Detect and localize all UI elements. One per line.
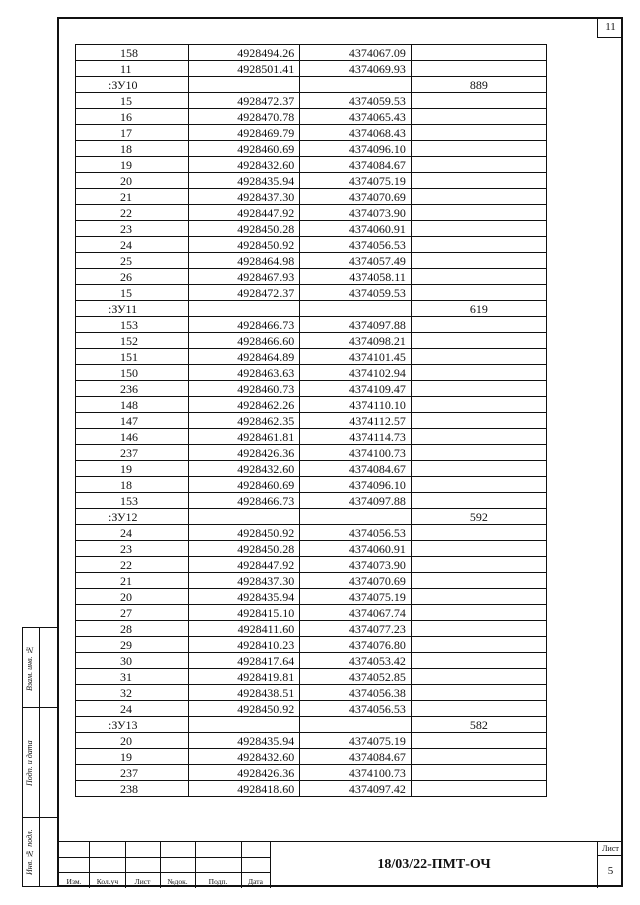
y-coordinate-cell: 4374053.42 bbox=[300, 653, 412, 669]
y-coordinate-cell: 4374056.53 bbox=[300, 237, 412, 253]
table-row bbox=[76, 461, 547, 477]
x-coordinate-cell: 4928435.94 bbox=[188, 733, 300, 749]
point-number-cell: 20 bbox=[76, 173, 189, 189]
y-coordinate-cell: 4374097.42 bbox=[300, 781, 412, 797]
table-row bbox=[76, 525, 547, 541]
area-cell bbox=[411, 573, 546, 589]
x-coordinate-cell: 4928470.78 bbox=[188, 109, 300, 125]
x-coordinate-cell: 4928435.94 bbox=[188, 173, 300, 189]
x-coordinate-cell: 4928462.26 bbox=[188, 397, 300, 413]
table-row bbox=[76, 541, 547, 557]
x-coordinate-cell: 4928472.37 bbox=[188, 285, 300, 301]
point-number-cell: 19 bbox=[76, 461, 189, 477]
area-cell bbox=[411, 189, 546, 205]
x-coordinate-cell: 4928466.73 bbox=[188, 317, 300, 333]
x-coordinate-cell: 4928438.51 bbox=[188, 685, 300, 701]
table-row bbox=[76, 589, 547, 605]
table-row bbox=[76, 445, 547, 461]
area-cell bbox=[411, 605, 546, 621]
x-coordinate-cell bbox=[188, 509, 300, 525]
y-coordinate-cell: 4374101.45 bbox=[300, 349, 412, 365]
parcel-header-row bbox=[76, 77, 547, 93]
x-coordinate-cell: 4928418.60 bbox=[188, 781, 300, 797]
x-coordinate-cell: 4928460.69 bbox=[188, 477, 300, 493]
y-coordinate-cell: 4374097.88 bbox=[300, 317, 412, 333]
point-number-cell: 152 bbox=[76, 333, 189, 349]
coordinates-table-body bbox=[76, 45, 547, 797]
point-number-cell: 237 bbox=[76, 445, 189, 461]
table-row bbox=[76, 221, 547, 237]
y-coordinate-cell: 4374096.10 bbox=[300, 477, 412, 493]
area-cell bbox=[411, 445, 546, 461]
y-coordinate-cell: 4374114.73 bbox=[300, 429, 412, 445]
area-cell bbox=[411, 685, 546, 701]
y-coordinate-cell: 4374098.21 bbox=[300, 333, 412, 349]
y-coordinate-cell: 4374100.73 bbox=[300, 445, 412, 461]
area-cell bbox=[411, 317, 546, 333]
x-coordinate-cell: 4928450.92 bbox=[188, 525, 300, 541]
y-coordinate-cell: 4374070.69 bbox=[300, 189, 412, 205]
y-coordinate-cell bbox=[300, 301, 412, 317]
area-cell bbox=[411, 701, 546, 717]
side-row-podp bbox=[23, 708, 57, 818]
area-cell bbox=[411, 749, 546, 765]
y-coordinate-cell: 4374112.57 bbox=[300, 413, 412, 429]
table-row bbox=[76, 685, 547, 701]
page-number: 11 bbox=[597, 17, 623, 38]
stamp-label-podp: Подп. bbox=[208, 877, 228, 886]
point-number-cell: :ЗУ13 bbox=[76, 717, 189, 733]
area-cell bbox=[411, 381, 546, 397]
point-number-cell: 21 bbox=[76, 573, 189, 589]
point-number-cell: 19 bbox=[76, 749, 189, 765]
y-coordinate-cell: 4374084.67 bbox=[300, 749, 412, 765]
table-row bbox=[76, 333, 547, 349]
x-coordinate-cell: 4928460.69 bbox=[188, 141, 300, 157]
title-block-grid bbox=[57, 842, 270, 888]
point-number-cell: 24 bbox=[76, 237, 189, 253]
x-coordinate-cell: 4928464.98 bbox=[188, 253, 300, 269]
y-coordinate-cell: 4374109.47 bbox=[300, 381, 412, 397]
table-row bbox=[76, 349, 547, 365]
table-row bbox=[76, 45, 547, 61]
x-coordinate-cell: 4928432.60 bbox=[188, 157, 300, 173]
area-cell: 889 bbox=[411, 77, 546, 93]
y-coordinate-cell: 4374100.73 bbox=[300, 765, 412, 781]
x-coordinate-cell: 4928464.89 bbox=[188, 349, 300, 365]
x-coordinate-cell: 4928466.73 bbox=[188, 493, 300, 509]
y-coordinate-cell: 4374060.91 bbox=[300, 221, 412, 237]
area-cell: 582 bbox=[411, 717, 546, 733]
table-row bbox=[76, 493, 547, 509]
x-coordinate-cell: 4928460.73 bbox=[188, 381, 300, 397]
table-row bbox=[76, 285, 547, 301]
table-row bbox=[76, 253, 547, 269]
area-cell bbox=[411, 109, 546, 125]
parcel-header-row bbox=[76, 301, 547, 317]
x-coordinate-cell: 4928462.35 bbox=[188, 413, 300, 429]
y-coordinate-cell: 4374059.53 bbox=[300, 93, 412, 109]
area-cell bbox=[411, 637, 546, 653]
point-number-cell: 237 bbox=[76, 765, 189, 781]
y-coordinate-cell: 4374110.10 bbox=[300, 397, 412, 413]
y-coordinate-cell: 4374097.88 bbox=[300, 493, 412, 509]
point-number-cell: 153 bbox=[76, 317, 189, 333]
stamp-label-list: Лист bbox=[134, 877, 151, 886]
point-number-cell: 147 bbox=[76, 413, 189, 429]
stamp-label-ndok: №док. bbox=[167, 877, 188, 886]
y-coordinate-cell: 4374067.74 bbox=[300, 605, 412, 621]
table-row bbox=[76, 477, 547, 493]
point-number-cell: 20 bbox=[76, 733, 189, 749]
area-cell: 592 bbox=[411, 509, 546, 525]
point-number-cell: 29 bbox=[76, 637, 189, 653]
point-number-cell: 24 bbox=[76, 701, 189, 717]
x-coordinate-cell: 4928432.60 bbox=[188, 461, 300, 477]
y-coordinate-cell: 4374068.43 bbox=[300, 125, 412, 141]
table-row bbox=[76, 109, 547, 125]
area-cell bbox=[411, 157, 546, 173]
point-number-cell: 15 bbox=[76, 93, 189, 109]
point-number-cell: 22 bbox=[76, 557, 189, 573]
y-coordinate-cell: 4374067.09 bbox=[300, 45, 412, 61]
x-coordinate-cell: 4928426.36 bbox=[188, 445, 300, 461]
x-coordinate-cell: 4928461.81 bbox=[188, 429, 300, 445]
table-row bbox=[76, 733, 547, 749]
point-number-cell: 16 bbox=[76, 109, 189, 125]
y-coordinate-cell: 4374075.19 bbox=[300, 173, 412, 189]
area-cell bbox=[411, 253, 546, 269]
y-coordinate-cell: 4374076.80 bbox=[300, 637, 412, 653]
x-coordinate-cell: 4928466.60 bbox=[188, 333, 300, 349]
table-row bbox=[76, 125, 547, 141]
coordinates-table bbox=[75, 44, 547, 797]
table-row bbox=[76, 237, 547, 253]
area-cell bbox=[411, 93, 546, 109]
y-coordinate-cell: 4374060.91 bbox=[300, 541, 412, 557]
point-number-cell: :ЗУ12 bbox=[76, 509, 189, 525]
x-coordinate-cell bbox=[188, 717, 300, 733]
table-row bbox=[76, 669, 547, 685]
area-cell bbox=[411, 525, 546, 541]
point-number-cell: 238 bbox=[76, 781, 189, 797]
y-coordinate-cell: 4374075.19 bbox=[300, 589, 412, 605]
area-cell bbox=[411, 125, 546, 141]
side-stamp bbox=[22, 627, 57, 887]
area-cell bbox=[411, 461, 546, 477]
area-cell bbox=[411, 237, 546, 253]
table-row bbox=[76, 61, 547, 77]
y-coordinate-cell: 4374057.49 bbox=[300, 253, 412, 269]
x-coordinate-cell: 4928411.60 bbox=[188, 621, 300, 637]
stamp-label-izm: Изм. bbox=[66, 877, 82, 886]
parcel-header-row bbox=[76, 717, 547, 733]
table-row bbox=[76, 173, 547, 189]
y-coordinate-cell: 4374069.93 bbox=[300, 61, 412, 77]
x-coordinate-cell: 4928447.92 bbox=[188, 557, 300, 573]
area-cell bbox=[411, 285, 546, 301]
area-cell bbox=[411, 45, 546, 61]
area-cell bbox=[411, 541, 546, 557]
x-coordinate-cell: 4928437.30 bbox=[188, 189, 300, 205]
x-coordinate-cell: 4928426.36 bbox=[188, 765, 300, 781]
area-cell bbox=[411, 653, 546, 669]
point-number-cell: 23 bbox=[76, 541, 189, 557]
area-cell bbox=[411, 61, 546, 77]
point-number-cell: :ЗУ10 bbox=[76, 77, 189, 93]
area-cell bbox=[411, 589, 546, 605]
table-row bbox=[76, 93, 547, 109]
x-coordinate-cell: 4928472.37 bbox=[188, 93, 300, 109]
title-block bbox=[57, 841, 623, 887]
side-row-inv bbox=[23, 818, 57, 887]
area-cell bbox=[411, 397, 546, 413]
x-coordinate-cell: 4928437.30 bbox=[188, 573, 300, 589]
y-coordinate-cell: 4374096.10 bbox=[300, 141, 412, 157]
side-row-vzam bbox=[23, 628, 57, 708]
y-coordinate-cell bbox=[300, 717, 412, 733]
point-number-cell: 236 bbox=[76, 381, 189, 397]
area-cell bbox=[411, 781, 546, 797]
table-row bbox=[76, 605, 547, 621]
y-coordinate-cell: 4374084.67 bbox=[300, 461, 412, 477]
table-row bbox=[76, 653, 547, 669]
table-row bbox=[76, 397, 547, 413]
area-cell bbox=[411, 205, 546, 221]
area-cell bbox=[411, 349, 546, 365]
x-coordinate-cell: 4928432.60 bbox=[188, 749, 300, 765]
y-coordinate-cell: 4374102.94 bbox=[300, 365, 412, 381]
table-row bbox=[76, 781, 547, 797]
point-number-cell: 153 bbox=[76, 493, 189, 509]
point-number-cell: 11 bbox=[76, 61, 189, 77]
y-coordinate-cell: 4374065.43 bbox=[300, 109, 412, 125]
x-coordinate-cell bbox=[188, 77, 300, 93]
y-coordinate-cell bbox=[300, 509, 412, 525]
table-row bbox=[76, 413, 547, 429]
point-number-cell: 30 bbox=[76, 653, 189, 669]
x-coordinate-cell: 4928415.10 bbox=[188, 605, 300, 621]
side-label-podp: Подп. и дата bbox=[25, 740, 34, 786]
area-cell bbox=[411, 365, 546, 381]
point-number-cell: 31 bbox=[76, 669, 189, 685]
x-coordinate-cell: 4928450.28 bbox=[188, 221, 300, 237]
table-row bbox=[76, 749, 547, 765]
x-coordinate-cell: 4928419.81 bbox=[188, 669, 300, 685]
table-row bbox=[76, 637, 547, 653]
side-label-vzam: Взам. инв. № bbox=[25, 645, 34, 691]
point-number-cell: 17 bbox=[76, 125, 189, 141]
area-cell bbox=[411, 669, 546, 685]
table-row bbox=[76, 317, 547, 333]
table-row bbox=[76, 365, 547, 381]
side-label-inv: Инв. № подл. bbox=[25, 829, 34, 876]
point-number-cell: 21 bbox=[76, 189, 189, 205]
y-coordinate-cell bbox=[300, 77, 412, 93]
point-number-cell: 18 bbox=[76, 477, 189, 493]
x-coordinate-cell: 4928450.92 bbox=[188, 237, 300, 253]
table-row bbox=[76, 621, 547, 637]
area-cell bbox=[411, 413, 546, 429]
point-number-cell: 19 bbox=[76, 157, 189, 173]
y-coordinate-cell: 4374056.53 bbox=[300, 525, 412, 541]
y-coordinate-cell: 4374075.19 bbox=[300, 733, 412, 749]
x-coordinate-cell: 4928469.79 bbox=[188, 125, 300, 141]
sheet-number: 5 bbox=[607, 865, 614, 877]
point-number-cell: 22 bbox=[76, 205, 189, 221]
y-coordinate-cell: 4374073.90 bbox=[300, 557, 412, 573]
table-row bbox=[76, 429, 547, 445]
parcel-header-row bbox=[76, 509, 547, 525]
y-coordinate-cell: 4374084.67 bbox=[300, 157, 412, 173]
point-number-cell: 158 bbox=[76, 45, 189, 61]
table-row bbox=[76, 381, 547, 397]
table-row bbox=[76, 573, 547, 589]
area-cell bbox=[411, 173, 546, 189]
point-number-cell: 18 bbox=[76, 141, 189, 157]
point-number-cell: 28 bbox=[76, 621, 189, 637]
y-coordinate-cell: 4374059.53 bbox=[300, 285, 412, 301]
point-number-cell: 23 bbox=[76, 221, 189, 237]
x-coordinate-cell: 4928435.94 bbox=[188, 589, 300, 605]
point-number-cell: 146 bbox=[76, 429, 189, 445]
y-coordinate-cell: 4374073.90 bbox=[300, 205, 412, 221]
x-coordinate-cell: 4928447.92 bbox=[188, 205, 300, 221]
y-coordinate-cell: 4374077.23 bbox=[300, 621, 412, 637]
x-coordinate-cell: 4928467.93 bbox=[188, 269, 300, 285]
x-coordinate-cell: 4928463.63 bbox=[188, 365, 300, 381]
table-row bbox=[76, 205, 547, 221]
x-coordinate-cell: 4928450.92 bbox=[188, 701, 300, 717]
area-cell bbox=[411, 765, 546, 781]
point-number-cell: 24 bbox=[76, 525, 189, 541]
table-row bbox=[76, 157, 547, 173]
y-coordinate-cell: 4374058.11 bbox=[300, 269, 412, 285]
x-coordinate-cell: 4928417.64 bbox=[188, 653, 300, 669]
table-row bbox=[76, 557, 547, 573]
y-coordinate-cell: 4374070.69 bbox=[300, 573, 412, 589]
area-cell bbox=[411, 269, 546, 285]
area-cell bbox=[411, 429, 546, 445]
area-cell bbox=[411, 221, 546, 237]
table-row bbox=[76, 765, 547, 781]
area-cell bbox=[411, 333, 546, 349]
point-number-cell: 15 bbox=[76, 285, 189, 301]
sheet-label: Лист bbox=[598, 842, 623, 856]
table-row bbox=[76, 141, 547, 157]
x-coordinate-cell: 4928494.26 bbox=[188, 45, 300, 61]
stamp-label-kol: Кол.уч bbox=[96, 877, 119, 886]
point-number-cell: 148 bbox=[76, 397, 189, 413]
document-number: 18/03/22-ПМТ-ОЧ bbox=[270, 842, 598, 888]
area-cell bbox=[411, 733, 546, 749]
area-cell bbox=[411, 477, 546, 493]
area-cell bbox=[411, 141, 546, 157]
point-number-cell: 151 bbox=[76, 349, 189, 365]
point-number-cell: 20 bbox=[76, 589, 189, 605]
point-number-cell: :ЗУ11 bbox=[76, 301, 189, 317]
y-coordinate-cell: 4374056.38 bbox=[300, 685, 412, 701]
point-number-cell: 150 bbox=[76, 365, 189, 381]
table-row bbox=[76, 701, 547, 717]
point-number-cell: 25 bbox=[76, 253, 189, 269]
x-coordinate-cell: 4928501.41 bbox=[188, 61, 300, 77]
stamp-label-data: Дата bbox=[248, 877, 263, 886]
table-row bbox=[76, 189, 547, 205]
area-cell bbox=[411, 557, 546, 573]
area-cell: 619 bbox=[411, 301, 546, 317]
table-row bbox=[76, 269, 547, 285]
area-cell bbox=[411, 493, 546, 509]
point-number-cell: 32 bbox=[76, 685, 189, 701]
y-coordinate-cell: 4374052.85 bbox=[300, 669, 412, 685]
x-coordinate-cell: 4928410.23 bbox=[188, 637, 300, 653]
x-coordinate-cell bbox=[188, 301, 300, 317]
point-number-cell: 26 bbox=[76, 269, 189, 285]
area-cell bbox=[411, 621, 546, 637]
point-number-cell: 27 bbox=[76, 605, 189, 621]
y-coordinate-cell: 4374056.53 bbox=[300, 701, 412, 717]
x-coordinate-cell: 4928450.28 bbox=[188, 541, 300, 557]
